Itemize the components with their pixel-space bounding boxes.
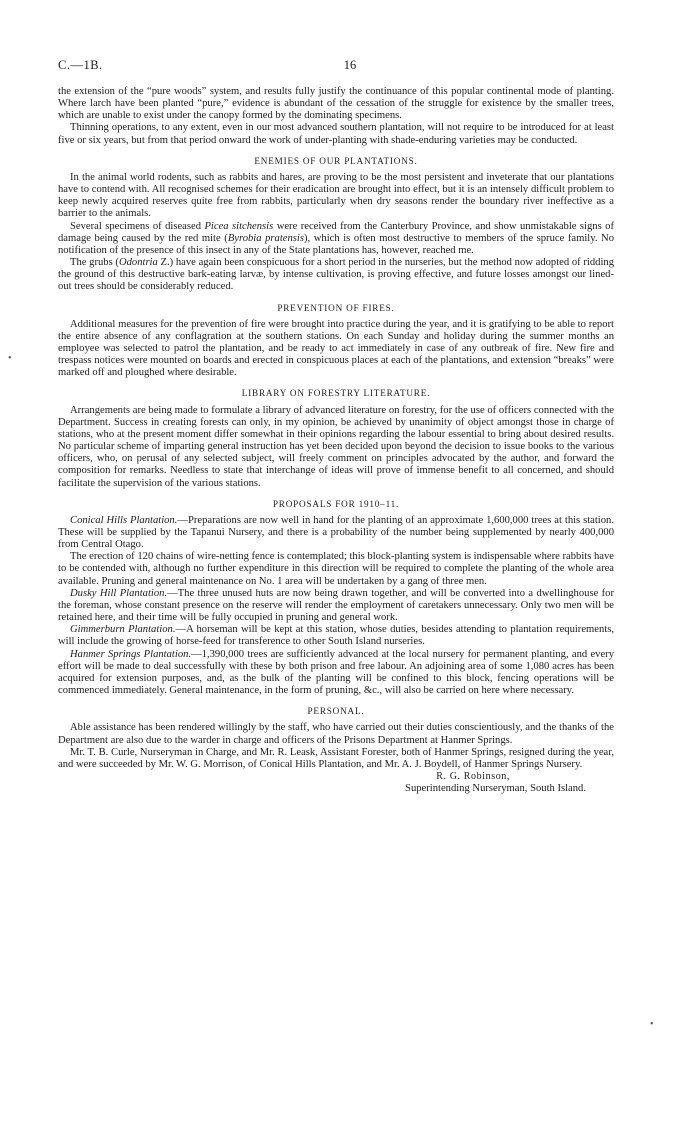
signatory-title: Superintending Nurseryman, South Island. bbox=[405, 783, 586, 795]
fire-prevention-paragraph: Additional measures for the prevention of fire were brought into practice during the year, and it is gratifying to be able to report the entire absence of any conflagration at the southern stations. On each Sunday and holiday during the summer months an employee was selected to patrol the plantation, and be ready to act immediately in case of any outbreak of fire. New fire and trespass notices were mounted on boards and erected in conspicuous places at each of the plantations, and extension “breaks” were marked off and ploughed where desirable. bbox=[58, 318, 614, 379]
page-number: 16 bbox=[343, 58, 357, 72]
assistance-paragraph: Able assistance has been rendered willingly by the staff, who have carried out their duties conscientiously, and the thanks of the Department are also due to the warder in charge and officers of the Prisons Department at Hanmer Springs. bbox=[58, 722, 614, 746]
signatory-name: R. G. Robinson, bbox=[436, 770, 510, 782]
section-heading-prevention: PREVENTION OF FIRES. bbox=[277, 302, 395, 313]
intro-paragraph: the extension of the “pure woods” system, and results fully justify the continuance of this popular continental mode of planting. Where larch have been planted “pure,” evidence is abundant of the cessation of the struggle for existence by the smaller trees, which are unable to exist under the canopy formed by the dominating specimens. bbox=[58, 86, 614, 122]
margin-mark: • bbox=[8, 353, 12, 364]
document-body bbox=[58, 86, 614, 795]
signature-block bbox=[58, 771, 614, 795]
library-paragraph: Arrangements are being made to formulate a library of advanced literature on forestry, for the use of officers connected with the Department. Success in creating forests can only, in my opinion, be achieved by unanimity of object amongst those in charge of stations, who at the present moment differ somewhat in their opinions regarding the labour essential to bring about desired results. No particular scheme of imparting general instruction has yet been decided upon beyond the decision to issue books to the various officers, who, on perusal of any selected subject, will freely comment on principles advocated by the author, and forward the composition for remarks. Needless to state that interchange of ideas will prove of immense benefit to all concerned, and should facilitate the supervision of the various stations. bbox=[58, 404, 614, 489]
thinning-paragraph: Thinning operations, to any extent, even in our most advanced southern plantation, will not require to be introduced for at least five or six years, but from that period onward the work of under-planting with shade-enduring varieties may be conducted. bbox=[58, 122, 614, 146]
gimmerburn-paragraph: Gimmerburn Plantation.—A horseman will be kept at this station, whose duties, besides attending to plantation requirements, will include the growing of horse-feed for transference to other South Island nurseries. bbox=[58, 624, 614, 648]
section-heading-proposals: PROPOSALS FOR 1910–11. bbox=[272, 498, 400, 509]
grubs-paragraph: The grubs (Odontria Z.) have again been conspicuous for a short period in the nurseries, but the method now adopted of ridding the ground of this destructive bark-eating larvæ, by intense cultivation, is proving effective, and future losses amongst our lined-out trees should be considerably reduced. bbox=[58, 257, 614, 293]
rodents-paragraph: In the animal world rodents, such as rabbits and hares, are proving to be the most persistent and inveterate that our plantations have to contend with. All recognised schemes for their eradication are brought into effect, but it is an intensely difficult problem to keep newly acquired reserves quite free from rabbits, particularly when dry seasons render the boundary river ineffective as a barrier to the animals. bbox=[58, 171, 614, 220]
page-header bbox=[56, 58, 644, 74]
staff-changes-paragraph: Mr. T. B. Curle, Nurseryman in Charge, and Mr. R. Leask, Assistant Forester, both of Hanmer Springs, resigned during the year, and were succeeded by Mr. W. G. Morrison, of Conical Hills Plantation, and Mr. A. J. Boydell, of Hanmer Springs Nursery. bbox=[58, 746, 614, 770]
section-heading-library: LIBRARY ON FORESTRY LITERATURE. bbox=[241, 388, 431, 399]
mite-paragraph: Several specimens of diseased Picea sitchensis were received from the Canterbury Province, and show unmistakable signs of damage being caused by the red mite (Byrobia pratensis), which is often most destructive to members of the spruce family. No notification of the presence of this insect in any of the State plantations has, however, reached me. bbox=[58, 220, 615, 256]
document-reference: C.—1B. bbox=[58, 58, 103, 72]
dusky-hill-paragraph: Dusky Hill Plantation.—The three unused huts are now being drawn together, and will be converted into a dwellinghouse for the foreman, whose constant presence on the reserve will render the employment of caretakers unnecessary. Only two men will be retained here, and their time will be fully occupied in pruning and general work. bbox=[58, 587, 614, 624]
section-heading-enemies: ENEMIES OF OUR PLANTATIONS. bbox=[254, 155, 418, 166]
hanmer-springs-paragraph: Hanmer Springs Plantation.—1,390,000 trees are sufficiently advanced at the local nursery for permanent planting, and every effort will be made to deal successfully with these by both prison and free labour. An adjoining area of some 1,080 acres has been acquired for extension purposes, and, as the bulk of the planting will be confined to this block, fencing operations will be commenced immediately. General maintenance, in the form of pruning, &c., will also be carried on here where necessary. bbox=[58, 648, 614, 697]
conical-hills-paragraph: Conical Hills Plantation.—Preparations are now well in hand for the planting of an approximate 1,600,000 trees at this station. These will be supplied by the Tapanui Nursery, and there is a probability of the number being supplemented by nearly 400,000 from Central Otago. bbox=[58, 514, 614, 551]
margin-mark: • bbox=[650, 1019, 654, 1030]
section-heading-personal: PERSONAL. bbox=[307, 706, 365, 717]
fence-paragraph: The erection of 120 chains of wire-netting fence is contemplated; this block-planting system is indispensable where rabbits have to be contended with, although no further expenditure in this direction will be required to complete the planting of the whole area available. Pruning and general maintenance on No. 1 area will be undertaken by a gang of three men. bbox=[58, 551, 614, 587]
